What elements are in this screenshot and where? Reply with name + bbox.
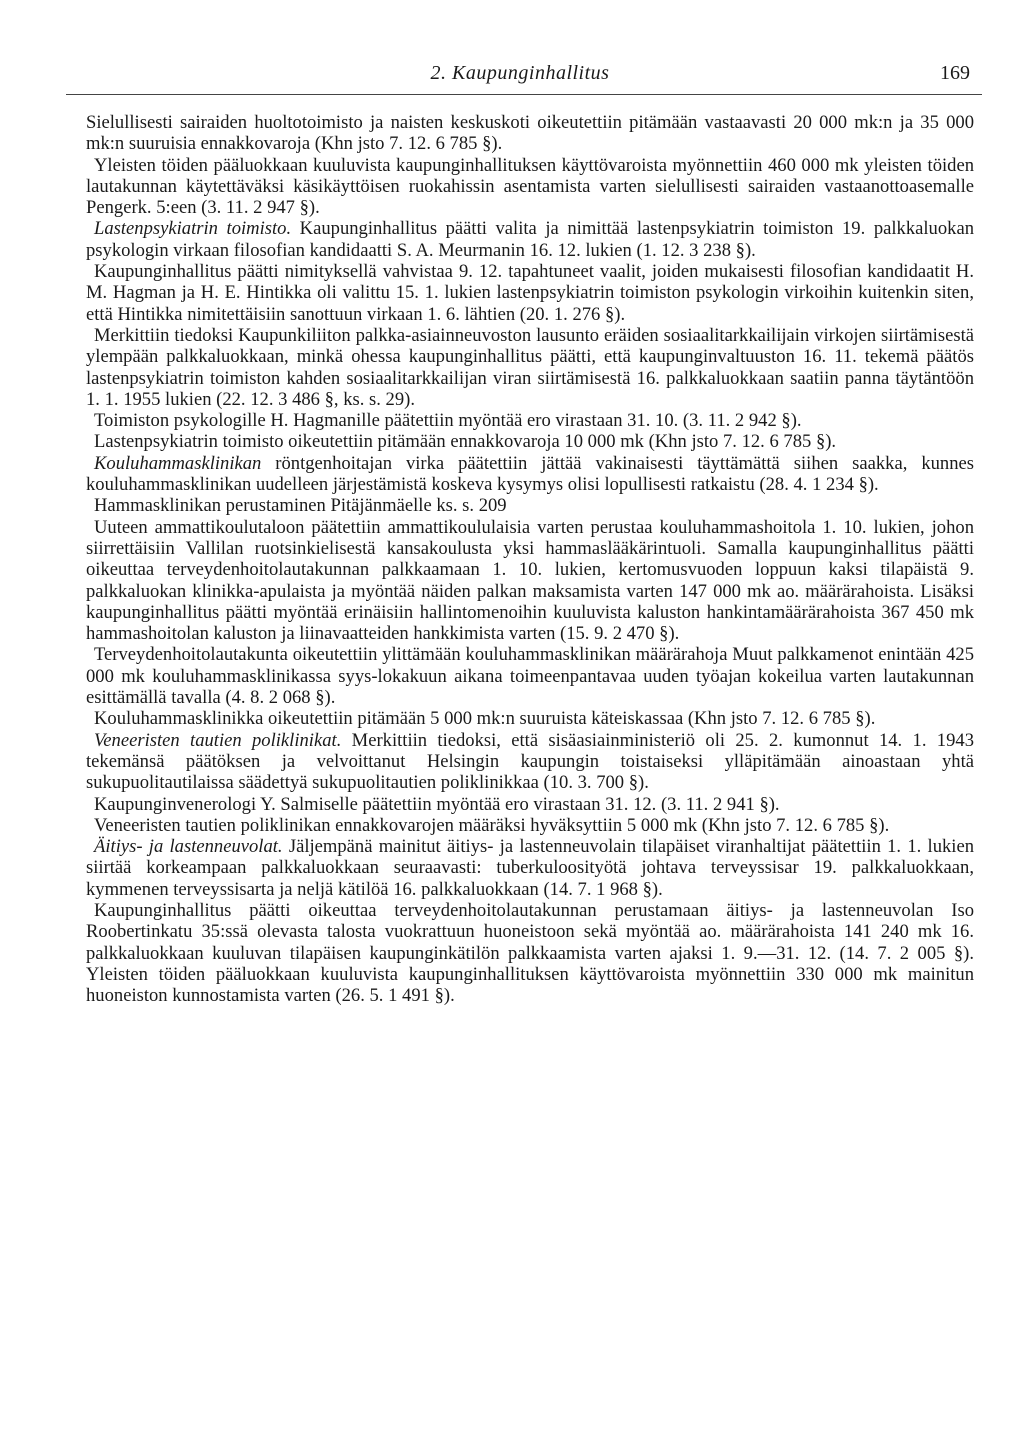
page-header (60, 62, 980, 88)
document-body (86, 112, 974, 1006)
paragraph-7: Lastenpsykiatrin toimisto oikeutettiin pitämään ennakkovaroja 10 000 mk (Khn jsto 7. 12. 6 785 §). (94, 431, 837, 453)
paragraph-4: Kaupunginhallitus päätti nimityksellä vahvistaa 9. 12. tapahtuneet vaalit, joiden mukaisesti filosofian kandidaatit H. M. Hagman ja H. E. Hintikka oli valittu 15. 1. lukien lastenpsykiatrin toimiston psykologin virkoihin kuitenkin siten, että Hintikka nimitettäisiin sanottuun virkaan 1. 6. lähtien (20. 1. 276 §). (86, 261, 974, 325)
section-heading: Veneeristen tautien poliklinikat. (94, 729, 342, 751)
paragraph-3: Lastenpsykiatrin toimisto. Kaupunginhallitus päätti valita ja nimittää lastenpsykiatrin toimiston 19. palkkaluokan psykologin virkaan filosofian kandidaatti S. A. Meurmanin 16. 12. lukien (1. 12. 3 238 §). (86, 218, 974, 261)
running-title: 2. Kaupunginhallitus (430, 62, 610, 84)
paragraph-15: Veneeristen tautien poliklinikan ennakkovarojen määräksi hyväksyttiin 5 000 mk (Khn jsto 7. 12. 6 785 §). (94, 814, 890, 836)
paragraph-9: Hammasklinikan perustaminen Pitäjänmäelle ks. s. 209 (94, 495, 507, 517)
paragraph-2: Yleisten töiden pääluokkaan kuuluvista kaupunginhallituksen käyttövaroista myönnettiin 460 000 mk yleisten töiden lautakunnan käytettäväksi käsikäyttöisen ruokahissin asentamista varten sielullisesti sairaiden vastaanottoasemalle Pengerk. 5:een (3. 11. 2 947 §). (86, 154, 974, 219)
paragraph-16: Äitiys- ja lastenneuvolat. Jäljempänä mainitut äitiys- ja lastenneuvolain tilapäiset viranhaltijat päätettiin 1. 1. lukien siirtää korkeampaan palkkaluokkaan seuraavasti: tuberkuloosityötä johtava terveyssisar 19. palkkaluokkaan, kymmenen terveyssisarta ja neljä kätilöä 16. palkkaluokkaan (14. 7. 1 968 §). (86, 836, 974, 900)
paragraph-13: Veneeristen tautien poliklinikat. Merkittiin tiedoksi, että sisäasiainministeriö oli 25. 2. kumonnut 14. 1. 1943 tekemänsä päätöksen ja velvoittanut Helsingin kaupungin toistaiseksi ylläpitämään ainoastaan yhtä sukupuolitautilaissa säädettyä sukupuolitautien poliklinikkaa (10. 3. 700 §). (86, 729, 974, 794)
paragraph-1: Sielullisesti sairaiden huoltotoimisto ja naisten keskuskoti oikeutettiin pitämään vastaavasti 20 000 mk:n ja 35 000 mk:n suuruisia ennakkovaroja (Khn jsto 7. 12. 6 785 §). (86, 112, 974, 155)
header-rule (66, 94, 982, 95)
paragraph-5: Merkittiin tiedoksi Kaupunkiliiton palkka-asiainneuvoston lausunto eräiden sosiaalitarkkailijain virkojen siirtämisestä ylempään palkkaluokkaan, minkä ohessa kaupunginhallitus päätti, että kaupunginvaltuuston 16. 11. tekemä päätös lastenpsykiatrin toimiston kahden sosiaalitarkkailijan viran siirtämisestä 16. palkkaluokkaan saatiin panna täytäntöön 1. 1. 1955 lukien (22. 12. 3 486 §, ks. s. 29). (86, 324, 974, 410)
paragraph-6: Toimiston psykologille H. Hagmanille päätettiin myöntää ero virastaan 31. 10. (3. 11. 2 942 §). (94, 410, 802, 432)
paragraph-8: Kouluhammasklinikan röntgenhoitajan virka päätettiin jättää vakinaisesti täyttämättä siihen saakka, kunnes kouluhammasklinikan uudelleen järjestämistä koskeva kysymys olisi lopullisesti ratkaistu (28. 4. 1 234 §). (86, 452, 974, 496)
section-heading: Kouluhammasklinikan (94, 452, 262, 474)
section-heading: Äitiys- ja lastenneuvolat. (94, 836, 283, 858)
paragraph-11: Terveydenhoitolautakunta oikeutettiin ylittämään kouluhammasklinikan määrärahoja Muut palkkamenot enintään 425 000 mk kouluhammasklinikassa syys-lokakuun aikana toimeenpantavaa uuden työajan kokeilua varten lautakunnan esittämällä tavalla (4. 8. 2 068 §). (86, 644, 974, 709)
paragraph-17: Kaupunginhallitus päätti oikeuttaa terveydenhoitolautakunnan perustamaan äitiys- ja lastenneuvolan Iso Roobertinkatu 35:ssä olevasta talosta vuokrattuun huoneistoon sekä myöntää ao. määrärahoista 141 240 mk 16. palkkaluokkaan kuuluvan tilapäisen kaupunginkätilön palkkaamista varten ajaksi 1. 9.—31. 12. (14. 7. 2 005 §). Yleisten töiden pääluokkaan kuuluvista kaupunginhallituksen käyttövaroista myönnettiin 330 000 mk mainitun huoneiston kunnostamista varten (26. 5. 1 491 §). (86, 899, 974, 1007)
paragraph-10: Uuteen ammattikoulutaloon päätettiin ammattikoululaisia varten perustaa kouluhammashoitola 1. 10. lukien, johon siirrettäisiin Vallilan ruotsinkielisestä kansakoulusta yksi hammaslääkärintuoli. Samalla kaupunginhallitus päätti oikeuttaa terveydenhoitolautakunnan palkkaamaan 1. 10. lukien, kertomusvuoden loppuun kaksi tilapäistä 9. palkkaluokan klinikka-apulaista ja myöntää näiden palkan maksamista varten 147 000 mk ao. määrärahoista. Lisäksi kaupunginhallitus päätti myöntää erinäisiin hallintomenoihin kuuluvista kaluston hankintamäärärahoista 367 450 mk hammashoitolan kaluston ja liinavaatteiden hankkimista varten (15. 9. 2 470 §). (86, 516, 974, 645)
section-heading: Lastenpsykiatrin toimisto. (94, 218, 292, 240)
page-number: 169 (940, 62, 970, 84)
paragraph-12: Kouluhammasklinikka oikeutettiin pitämään 5 000 mk:n suuruista käteiskassaa (Khn jsto 7. 12. 6 785 §). (94, 708, 876, 730)
paragraph-14: Kaupunginvenerologi Y. Salmiselle päätettiin myöntää ero virastaan 31. 12. (3. 11. 2 941 §). (94, 793, 780, 815)
